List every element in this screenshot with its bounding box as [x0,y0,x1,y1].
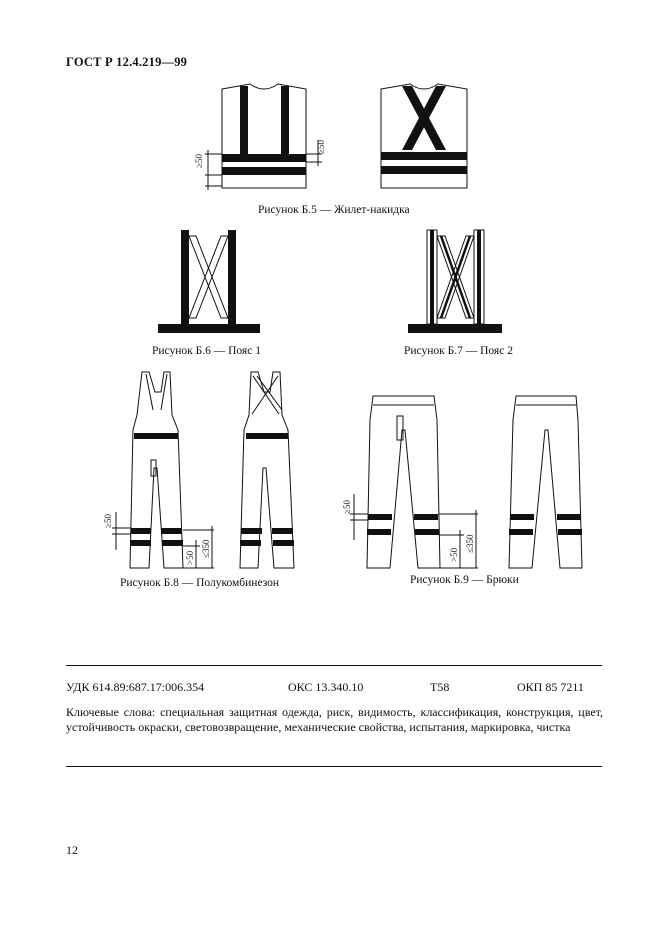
t-code: Т58 [430,680,450,694]
trousers-dim-min50: ≥50 [342,500,352,514]
udk-code: УДК 614.89:687.17:006.354 [66,680,205,694]
vest-1-dim-left: ≥50 [194,154,204,168]
trousers-dim-gt50: >50 [449,547,459,562]
overall-dim-max350: ≤350 [201,539,211,558]
vest-2-illustration [381,84,467,188]
keywords-paragraph: Ключевые слова: специальная защитная одежда, риск, видимость, классификация, конструкция, цвет, устойчивость окраски, световозвращение, механические свойства, испытания, маркировка, чистка [66,705,603,734]
figure-b5-caption: Рисунок Б.5 — Жилет-накидка [258,204,410,216]
overall-2-illustration [240,372,294,568]
trousers-dim-max350: ≤350 [465,534,475,553]
document-code: ГОСТ Р 12.4.219—99 [66,55,188,69]
overall-1-illustration [112,372,214,568]
page-number: 12 [66,843,78,857]
figure-b9-caption: Рисунок Б.9 — Брюки [410,574,519,586]
belt-2-illustration [408,230,502,333]
vest-1-illustration [205,84,322,190]
overall-dim-min50: ≥50 [103,514,113,528]
trousers-2-illustration [509,396,582,568]
oks-code: ОКС 13.340.10 [288,680,364,694]
figure-b6-caption: Рисунок Б.6 — Пояс 1 [152,345,261,357]
figure-b8-caption: Рисунок Б.8 — Полукомбинезон [120,577,280,589]
vest-1-dim-right: ≥50 [316,140,326,154]
overall-dim-gt50: >50 [185,550,195,565]
belt-1-illustration [158,230,260,333]
trousers-1-illustration [350,396,478,568]
footer-bottom-rule [66,766,602,767]
figure-b7-caption: Рисунок Б.7 — Пояс 2 [404,345,513,357]
footer-top-rule [66,665,602,666]
okp-code: ОКП 85 7211 [517,680,584,694]
